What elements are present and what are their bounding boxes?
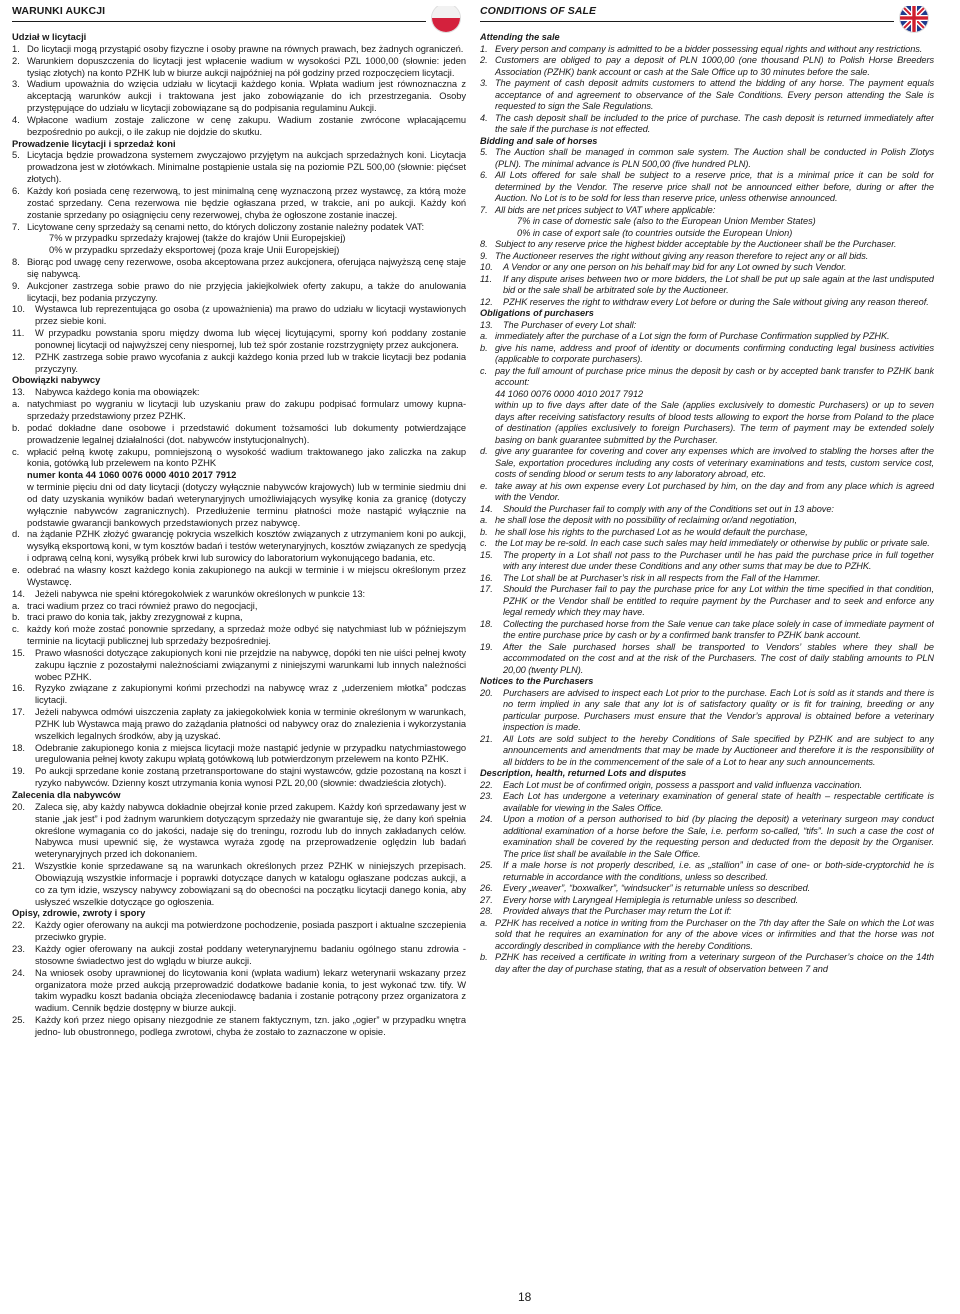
clause-text: A Vendor or any one person on his behalf may bid for any Lot owned by such Vendor. <box>503 262 847 272</box>
clause-item <box>12 589 466 601</box>
clause-text: PZHK reserves the right to withdraw every Lot before or during the Sale without giving any reason thereof. <box>503 296 929 307</box>
section-heading: Notices to the Purchasers <box>480 676 594 686</box>
clause-item <box>12 920 466 944</box>
clause-number: 12. <box>480 296 493 307</box>
clause-text: Każdy koń posiada cenę rezerwową, to jest minimalną cenę wyznaczoną przez wystawcę, za którą może zostać sprzedany. Cena rezerwowa nie będzie ogłaszana przed, w trakcie, ani po aukcji. Każdy koń zostanie sprzedany po osiągnięciu ceny rezerwowej, chyba że ogłoszone zostanie inaczej. <box>27 185 466 220</box>
clause-text: Zaleca się, aby każdy nabywca dokładnie obejrzał konie przed zakupem. Każdy koń sprzedawany jest w stanie „jak jest” i pod żadnym warunkiem dotyczącym sprzedaży nie gwarantuje się, że dany koń spełnia określone wymagania co do jakości, nadaje się do treningu, rozrodu lub do innych zakładanych celów. Nabywca musi upewnić się, że wystawca wyraża zgodę na przeprowadzenie oględzin lub badań weterynaryjnych przed ich dokonaniem. <box>35 801 466 860</box>
clause-item <box>12 186 466 222</box>
clause-number: 1. <box>480 43 488 54</box>
clause-number: 16. <box>480 572 493 583</box>
clause-text: The Auctioneer reserves the right without giving any reason therefore to reject any or all bids. <box>495 250 869 261</box>
clause-item <box>480 366 934 389</box>
clause-number: 18. <box>480 618 493 629</box>
clause-number: 5. <box>480 147 488 157</box>
clause-number: e. <box>12 564 20 575</box>
clause-item <box>480 170 934 205</box>
clause-text: Biorąc pod uwagę ceny rezerwowe, osoba akceptowana przez aukcjonera, oferująca najwyższą cenę staje się nabywcą. <box>27 257 466 279</box>
clause-number: 24. <box>480 814 493 824</box>
clause-text: Prawo własności dotyczące zakupionych koni nie przejdzie na nabywcę, dopóki ten nie uiści pełnej kwoty zakupu łącznie z pozostałymi należnościami związanymi z niniejszymi warunkami lub innych należności wobec PZHK. <box>35 647 466 682</box>
clause-text: W przypadku powstania sporu między dwoma lub więcej licytującymi, sporny koń poddany zostanie ponownej licytacji od najwyższej ceny niespornej, lub też spór zostanie rozstrzygnięty przez aukcjonera. <box>35 328 466 350</box>
clause-subtext: 0% in case of export sale (to countries outside the European Union) <box>517 227 793 238</box>
clause-text: After the Sale purchased horses shall be transported to Vendors’ stables where they shall be accommodated on the cost and at the risk of the Purchasers. The cost of daily stabling amounts to PLN 20,00 (twenty PLN). <box>503 641 934 675</box>
clause-item <box>12 79 466 115</box>
english-header <box>480 6 934 32</box>
clause-number: 8. <box>12 257 20 268</box>
clause-item <box>12 601 466 613</box>
clause-item <box>480 584 934 619</box>
clause-number: 25. <box>480 860 493 870</box>
clause-text: Jeżeli nabywca nie spełni któregokolwiek z warunków określonych w punkcie 13: <box>35 588 366 599</box>
clause-text: Should the Purchaser fail to comply with any of the Conditions set out in 13 above: <box>503 503 834 514</box>
clause-number: 10. <box>12 304 25 315</box>
clause-item <box>12 1015 466 1039</box>
clause-item <box>12 352 466 376</box>
clause-item <box>12 423 466 447</box>
clause-text: Do licytacji mogą przystąpić osoby fizyczne i osoby prawne na równych prawach, bez żadnych ograniczeń. <box>27 43 464 54</box>
clause-text: The Auction shall be managed in common sale system. The Auction shall be conducted in Polish Zlotys (PLN). The minimal advance is PLN 500,00 (five hundred PLN). <box>495 147 934 169</box>
clause-item <box>480 251 934 263</box>
clause-text: odebrać na własny koszt każdego konia zakupionego na aukcji w terminie i w miejscu określonym przez Wystawcę. <box>27 564 466 587</box>
clause-item <box>480 642 934 677</box>
clause-text: Każdy ogier oferowany na aukcji został poddany weterynaryjnemu badaniu ogólnego stanu zdrowia - stosowne świadectwo jest do wglądu w biurze aukcji. <box>35 943 466 966</box>
clause-number: 21. <box>12 861 25 872</box>
clause-number: 9. <box>12 280 20 291</box>
clause-text: The payment of cash deposit admits customers to attend the bidding of any horse. The payment equals acceptance of and agreement to observance of the Sale Conditions. Every person attending the Sale is requested to sign the Sale Regulations. <box>495 78 934 111</box>
clause-number: 4. <box>12 114 20 125</box>
clause-text: If any dispute arises between two or more bidders, the Lot shall be put up sale again at the last undisputed bid or the sale shall be arbitrated sole by the Auctioneer. <box>503 273 934 295</box>
english-column <box>480 6 934 1280</box>
clause-subtext: 7% w przypadku sprzedaży krajowej (także do krajów Unii Europejskiej) <box>49 233 346 244</box>
clause-subtext: within up to five days after date of the Sale (applies exclusively to domestic Purchasers) or up to seven days after receiving satisfactory results of blood tests allowing to export the horse from Poland to the place of destination (applies exclusively to foreign Purchasers). The term of payment may be extended solely basing on bank guarantee submitted by the Purchaser. <box>495 400 934 445</box>
clause-item <box>12 683 466 707</box>
clause-number: 28. <box>480 906 493 916</box>
clause-item <box>12 399 466 423</box>
clause-text: he shall lose his rights to the purchased Lot as he would default the purchase, <box>495 526 808 537</box>
section-heading: Obowiązki nabywcy <box>12 375 101 386</box>
clause-text: Warunkiem dopuszczenia do licytacji jest wpłacenie wadium w wysokości PZL 1000,00 (słownie: jeden tysiąc złotych) na konto PZHK lub w biurze aukcji najpóźniej na pół godziny przed rozpoczęciem licytacji. <box>27 55 466 78</box>
clause-number: 11. <box>12 328 25 339</box>
clause-text: Wadium upoważnia do wzięcia udziału w licytacji każdego konia. Wpłata wadium jest równoznaczna z akceptacją warunków aukcji i traktowana jest jako zobowiązanie do ich przestrzegania. Osoby przystępujące do udziału w licytacji zobowiązane są do podpisania regulaminu Aukcji. <box>27 79 466 114</box>
clause-number: a. <box>12 600 20 611</box>
clause-item <box>12 115 466 139</box>
clause-text: the Lot may be re-sold. In each case such sales may held immediately or otherwise by public or private sale. <box>495 538 930 548</box>
clause-item <box>12 944 466 968</box>
clause-item <box>12 222 466 234</box>
clause-number: 27. <box>480 894 493 905</box>
clause-number: c. <box>12 446 20 457</box>
clause-text: Ryzyko związane z zakupionymi końmi przechodzi na nabywcę wraz z „uderzeniem młotka” podczas licytacji. <box>35 683 466 706</box>
clause-item <box>480 239 934 251</box>
polish-flag-icon <box>432 6 460 32</box>
clause-item <box>480 55 934 78</box>
clause-text: he shall lose the deposit with no possibility of reclaiming or/and negotiation, <box>495 515 797 525</box>
clause-number: 20. <box>480 687 493 698</box>
clause-number: 15. <box>12 647 25 658</box>
clause-item <box>480 320 934 332</box>
clause-number: a. <box>480 917 488 928</box>
clause-item <box>480 791 934 814</box>
clause-number: 17. <box>12 707 25 718</box>
clause-text: wpłacić pełną kwotę zakupu, pomniejszoną o wysokość wadium traktowanego jako zaliczka na zakup konia, gotówką lub przelewem na konto PZHK <box>27 446 466 469</box>
clause-number: 13. <box>12 387 25 398</box>
clause-item <box>480 952 934 975</box>
clause-item <box>480 446 934 481</box>
clause-number: 5. <box>12 150 20 161</box>
clause-item <box>480 860 934 883</box>
clause-text: pay the full amount of purchase price minus the deposit by cash or by accepted bank transfer to PZHK bank account: <box>495 365 934 387</box>
clause-item <box>12 743 466 767</box>
header-divider <box>12 21 426 22</box>
clause-item <box>12 257 466 281</box>
english-terms-body <box>480 32 934 975</box>
clause-item <box>480 734 934 769</box>
clause-item <box>12 861 466 908</box>
clause-text: Subject to any reserve price the highest bidder acceptable by the Auctioneer shall be the Purchaser. <box>495 239 897 249</box>
clause-number: 23. <box>480 791 493 801</box>
clause-number: 26. <box>480 883 493 893</box>
clause-text: give his name, address and proof of identity or documents confirming conducting legal business activities (applicable to corporate purchasers). <box>495 342 934 364</box>
clause-text: take away at his own expense every Lot purchased by him, on the day and from any place which is agreed with the Vendor. <box>495 480 934 502</box>
clause-item <box>480 538 934 550</box>
clause-number: a. <box>12 399 20 410</box>
clause-item <box>480 274 934 297</box>
clause-number: b. <box>12 422 20 433</box>
polish-terms-body <box>12 32 466 1039</box>
clause-number: 25. <box>12 1015 25 1026</box>
clause-number: a. <box>480 515 488 525</box>
clause-text: Odebranie zakupionego konia z miejsca licytacji może nastąpić jedynie w przypadku natychmiastowego uregulowania pełnej kwoty zakupu wpłatą gotówkową lub potwierdzonym przelewem na konto PZHK. <box>35 742 466 765</box>
clause-text: Wszystkie konie sprzedawane są na warunkach określonych przez PZHK w niniejszych przepisach. Obowiązują wszystkie informacje i poprawki dotyczące danych w katalogu ogłaszane podczas aukcji, a co za tym idzie, wszyscy nabywcy zobowiązani są do obecności na początku licytacji danego konia, aby usłyszeć wszelkie dotyczące go ogłoszenia. <box>35 861 466 907</box>
clause-number: d. <box>480 446 488 456</box>
clause-item <box>12 387 466 399</box>
clause-number: 15. <box>480 549 493 560</box>
uk-flag-icon <box>900 6 928 32</box>
clause-number: b. <box>480 342 488 353</box>
clause-number: 4. <box>480 112 488 123</box>
clause-number: 6. <box>480 170 488 180</box>
clause-number: 12. <box>12 351 25 362</box>
clause-text: PZHK has received a notice in writing from the Purchaser on the 7th day after the Sale on which the Lot was sold that he requires an examination for any of the above vices or infirmities and that the horse was not accordingly described in compliance with the hereby Conditions. <box>495 917 934 951</box>
clause-text: Provided always that the Purchaser may return the Lot if: <box>503 906 732 916</box>
section-heading: Prowadzenie licytacji i sprzedaż koni <box>12 138 176 149</box>
clause-item <box>480 688 934 734</box>
clause-subtext: numer konta 44 1060 0076 0000 4010 2017 7912 <box>27 470 237 481</box>
clause-item <box>480 895 934 907</box>
clause-text: traci wadium przez co traci również prawo do negocjacji, <box>27 600 258 611</box>
clause-item <box>480 331 934 343</box>
clause-text: Each Lot has undergone a veterinary examination of general state of health – respectable certificate is available for viewing in the Sales Office. <box>503 791 934 813</box>
clause-item <box>480 44 934 56</box>
clause-item <box>480 515 934 527</box>
clause-number: 19. <box>480 641 493 652</box>
polish-header <box>12 6 466 32</box>
clause-number: 24. <box>12 967 25 978</box>
clause-item <box>12 150 466 186</box>
clause-text: The Purchaser of every Lot shall: <box>503 319 637 330</box>
clause-text: Wystawca lub reprezentująca go osoba (z upoważnienia) ma prawo do udziału w licytacji wystawionych przez siebie koni. <box>35 304 466 327</box>
clause-number: 2. <box>480 55 488 65</box>
polish-column <box>12 6 466 1280</box>
clause-number: 7. <box>480 204 488 215</box>
clause-text: Licytacja będzie prowadzona systemem zwyczajowo przyjętym na aukcjach sprzedażnych koni. Licytacja prowadzona jest w złotówkach. Minimalne postąpienie ustala się na poziomie PZL 500,00 (słownie: pięćset złotych). <box>27 150 466 185</box>
clause-text: Każdy ogier oferowany na aukcji ma potwierdzone pochodzenie, posiada paszport i aktualne szczepienia przeciwko grypie. <box>35 920 466 943</box>
section-heading: Zalecenia dla nabywców <box>12 790 121 800</box>
clause-item <box>480 573 934 585</box>
clause-item <box>12 802 466 861</box>
clause-item <box>12 44 466 56</box>
section-heading: Attending the sale <box>480 32 560 42</box>
clause-number: b. <box>12 612 20 623</box>
clause-item <box>480 262 934 274</box>
clause-item <box>480 918 934 953</box>
clause-text: PZHK has received a certificate in writing from a veterinary surgeon of the Purchaser’s choice on the 14th day after the day of purchase stating, that as a result of observation between 7 and <box>495 952 934 974</box>
clause-item <box>12 624 466 648</box>
clause-number: b. <box>480 952 488 962</box>
clause-text: natychmiast po wygraniu w licytacji lub uzyskaniu praw do zakupu podpisać formularz umowy kupna-sprzedaży przedstawiony przez PZHK. <box>27 399 466 421</box>
clause-item <box>480 814 934 860</box>
clause-number: c. <box>480 365 488 376</box>
clause-text: Nabywca każdego konia ma obowiązek: <box>35 387 200 398</box>
clause-number: 21. <box>480 733 493 744</box>
clause-subtext: 0% w przypadku sprzedaży eksportowej (poza kraje Unii Europejskiej) <box>49 245 340 256</box>
clause-text: Po aukcji sprzedane konie zostaną przetransportowane do stajni wystawców, gdzie pozostaną na koszt i ryzyko nabywców. Dzienny koszt utrzymania konia wynosi PZL 20,00 (słownie: dwadzieścia złotych). <box>35 766 466 789</box>
clause-text: traci prawo do konia tak, jakby zrezygnował z kupna, <box>27 612 243 623</box>
clause-text: immediately after the purchase of a Lot sign the form of Purchase Confirmation supplied by PZHK. <box>495 331 890 341</box>
clause-text: If a male horse is not properly described, i.e. as „stallion” in case of one- or both-side-cryptorchid he is returnable in accordance with the conditions, unless so described. <box>503 860 934 882</box>
clause-number: 14. <box>12 588 25 599</box>
clause-text: Purchasers are advised to inspect each Lot prior to the purchase. Each Lot is sold as it stands and there is no term implied in any sale that any lot is of satisfactory quality or is fit for training, breeding or any particular purpose. Purchasers must ensure that the Vendor’s approval is obtained before a veterinary inspection is made. <box>503 687 934 732</box>
clause-number: c. <box>12 624 20 635</box>
clause-number: 13. <box>480 319 493 330</box>
clause-number: 2. <box>12 55 20 66</box>
clause-item <box>12 447 466 471</box>
clause-item <box>480 906 934 918</box>
clause-text: All bids are net prices subject to VAT where applicable: <box>495 204 716 215</box>
clause-text: Wpłacone wadium zostaje zaliczone w cenę zakupu. Wadium zostanie zwrócone wpłacającemu bezpośrednio po aukcji, o ile zakup nie dojdzie do skutku. <box>27 114 466 137</box>
clause-subtext: 7% in case of domestic sale (also to the European Union Member States) <box>517 216 816 226</box>
clause-number: 16. <box>12 683 25 694</box>
section-heading: Opisy, zdrowie, zwroty i spory <box>12 908 146 919</box>
clause-text: Customers are obliged to pay a deposit of PLN 1000,00 (one thousand PLN) to Polish Horse Breeders Association (PZHK) bank account or cash at the Sale Office up to 30 minutes before the sale. <box>495 55 934 77</box>
clause-item <box>480 619 934 642</box>
clause-text: All Lots offered for sale shall be subject to a reserve price, that is a minimal price it can be sold for determined by the Vendor. The reserve price shall not be announced either before, during or after the Auction. No Lot is to be sold for less than reserve price, unless otherwise announced. <box>495 170 934 203</box>
clause-text: Every person and company is admitted to be a bidder possessing equal rights and without any restrictions. <box>495 43 923 54</box>
clause-number: a. <box>480 331 488 341</box>
clause-number: 9. <box>480 250 488 261</box>
clause-subtext: w terminie pięciu dni od daty licytacji (dotyczy wyłącznie nabywców krajowych) lub w terminie siedmiu dni od daty uzyskania wyników badań weterynaryjnych umożliwiających wysyłkę konia za granicę (dotyczy wyłącznie nabywców zagranicznych). Przedłużenie terminu płatności może nastąpić wyłącznie na podstawie gwarancji bankowych przedstawionych przez nabywcę. <box>27 482 466 528</box>
clause-number: 10. <box>480 262 493 272</box>
clause-item <box>480 113 934 136</box>
clause-text: Each Lot must be of confirmed origin, possess a passport and valid influenza vaccination. <box>503 779 863 790</box>
clause-number: 3. <box>480 78 488 88</box>
clause-number: e. <box>480 480 488 491</box>
clause-text: Każdy koń przez niego opisany niezgodnie ze stanem faktycznym, tzn. jako „ogier” w przypadku wnętra jedno- lub obustronnego, podlega zwrotowi, chyba że zostało to zaznaczone w opisie. <box>35 1015 466 1037</box>
clause-item <box>12 56 466 80</box>
clause-item <box>480 481 934 504</box>
clause-text: Jeżeli nabywca odmówi uiszczenia zapłaty za jakiegokolwiek konia w terminie określonym w warunkach, PZHK lub Wystawca mają prawo do zażądania płatności od nabywcy oraz do znalezienia i wykorzystania wszelkich legalnych środków, aby ją uzyskać. <box>35 707 466 741</box>
clause-item <box>12 766 466 790</box>
clause-item <box>12 648 466 684</box>
clause-text: Licytowane ceny sprzedaży są cenami netto, do których doliczony zostanie należny podatek VAT: <box>27 221 425 232</box>
clause-number: c. <box>480 538 488 548</box>
clause-item <box>12 281 466 305</box>
clause-item <box>12 529 466 565</box>
polish-heading: WARUNKI AUKCJI <box>12 6 106 17</box>
clause-text: Every horse with Laryngeal Hemiplegia is returnable unless so described. <box>503 894 799 905</box>
clause-text: The property in a Lot shall not pass to the Purchaser until he has paid the purchase price in full together with any interest due under these Conditions and any other sums that may be due to PZHK. <box>503 549 934 571</box>
clause-item <box>480 883 934 895</box>
clause-text: Should the Purchaser fail to pay the purchase price for any Lot within the time specified in that condition, PZHK or the Vendor shall be entitled to require payment by the Purchaser and to seek and enforce any legal remedy which they may have. <box>503 584 934 617</box>
clause-item <box>480 527 934 539</box>
clause-text: Na wniosek osoby uprawnionej do licytowania koni (wpłata wadium) lekarz weterynarii wskazany przez organizatora może przed aukcją przeprowadzić dodatkowe badanie konia, to jest wykonać tzw. tify. W takim wypadku koszt badania obciąża zleceniodawcę badania i zostanie potrącony przez organizatora z wadium. Cennik będzie dostępny w biurze aukcji. <box>35 967 466 1014</box>
header-divider <box>480 21 894 22</box>
clause-item <box>12 328 466 352</box>
clause-text: Aukcjoner zastrzega sobie prawo do nie przyjęcia jakiejkolwiek oferty zakupu, a także do anulowania licytacji, bez podania przyczyny. <box>27 280 466 303</box>
section-heading: Obligations of purchasers <box>480 308 594 318</box>
clause-item <box>480 780 934 792</box>
clause-number: 23. <box>12 943 25 954</box>
clause-number: b. <box>480 526 488 537</box>
section-heading: Bidding and sale of horses <box>480 135 598 146</box>
clause-text: PZHK zastrzega sobie prawo wycofania z aukcji każdego konia przed lub w trakcie licytacji bez podania przyczyny. <box>35 351 466 374</box>
clause-number: 17. <box>480 584 493 594</box>
clause-text: podać dokładne dane osobowe i przedstawić dokument tożsamości lub dokumenty potwierdzające prowadzenie legalnej działalności (dot. nabywców instytucjonalnych). <box>27 422 466 445</box>
english-heading: CONDITIONS OF SALE <box>480 6 597 17</box>
clause-number: 1. <box>12 43 20 54</box>
clause-item <box>480 297 934 309</box>
clause-number: 3. <box>12 79 20 90</box>
clause-item <box>12 612 466 624</box>
clause-text: give any guarantee for covering and cover any expenses which are involved to stabling the horses after the Sale, exportation procedures including any costs of veterinary examinations and tests, custom service cost, costs of sending blood or serum tests to any laboratory abroad, etc. <box>495 446 934 479</box>
clause-text: Every „weaver”, “boxwalker”, “windsucker” is returnable unless so described. <box>503 883 811 893</box>
clause-text: Collecting the purchased horse from the Sale venue can take place solely in case of immediate payment of the entire purchase price by cash or by a confirmed bank transfer to PZHK bank account. <box>503 618 934 640</box>
clause-item <box>480 78 934 113</box>
clause-item <box>12 304 466 328</box>
clause-text: Upon a motion of a person authorised to bid (by placing the deposit) a veterinary surgeon may conduct additional examination of a horse before the Sale, i.e. perform so-called, “tifs”. In such a case the cost of examination shall be covered by the requesting person and deducted from the deposit by the Organiser. The price list shall be available in the Sale Office. <box>503 814 934 859</box>
clause-text: każdy koń może zostać ponownie sprzedany, a sprzedaż może odbyć się natychmiast lub w późniejszym terminie na licytacji publicznej lub sprzedaży bezpośredniej. <box>27 624 466 647</box>
clause-number: 22. <box>12 920 25 931</box>
clause-item <box>480 504 934 516</box>
clause-text: The Lot shall be at Purchaser’s risk in all respects from the Fall of the Hammer. <box>503 572 821 583</box>
clause-item <box>12 707 466 743</box>
clause-text: The cash deposit shall be included to the price of purchase. The cash deposit is returned immediately after the sale if the purchase is not effected. <box>495 112 934 134</box>
clause-number: 19. <box>12 766 25 777</box>
clause-number: 7. <box>12 221 20 232</box>
clause-item <box>480 147 934 170</box>
clause-item <box>480 343 934 366</box>
clause-number: d. <box>12 529 20 540</box>
clause-item <box>480 550 934 573</box>
clause-number: 18. <box>12 742 25 753</box>
clause-item <box>12 565 466 589</box>
clause-item <box>12 968 466 1015</box>
clause-number: 11. <box>480 273 493 284</box>
clause-number: 20. <box>12 801 25 812</box>
clause-number: 8. <box>480 239 488 249</box>
clause-text: All Lots are sold subject to the hereby Conditions of Sale specified by PZHK and are subject to any announcements and amendments that may be made by Auctioneer and therefore it is the responsibility of all bidders to be in the commencement of the sale of a Lot to hear any such announcements. <box>503 733 934 767</box>
clause-number: 22. <box>480 779 493 790</box>
page-number: 18 <box>518 1290 532 1304</box>
clause-number: 6. <box>12 185 20 196</box>
clause-subtext: 44 1060 0076 0000 4010 2017 7912 <box>495 388 644 399</box>
section-heading: Description, health, returned Lots and disputes <box>480 768 687 778</box>
clause-item <box>480 205 934 217</box>
clause-number: 14. <box>480 503 493 514</box>
section-heading: Udział w licytacji <box>12 32 87 42</box>
clause-text: na żądanie PZHK złożyć gwarancję pokrycia wszelkich kosztów związanych z utrzymaniem koni po aukcji, wysyłką eksportową koni, w tym kosztów badań i testów weterynaryjnych, kosztów związanych ze spedycją i odprawą celną koni, wysyłką próbek krwi lub surowicy do laboratorium wykonującego badania, etc. <box>27 529 466 564</box>
